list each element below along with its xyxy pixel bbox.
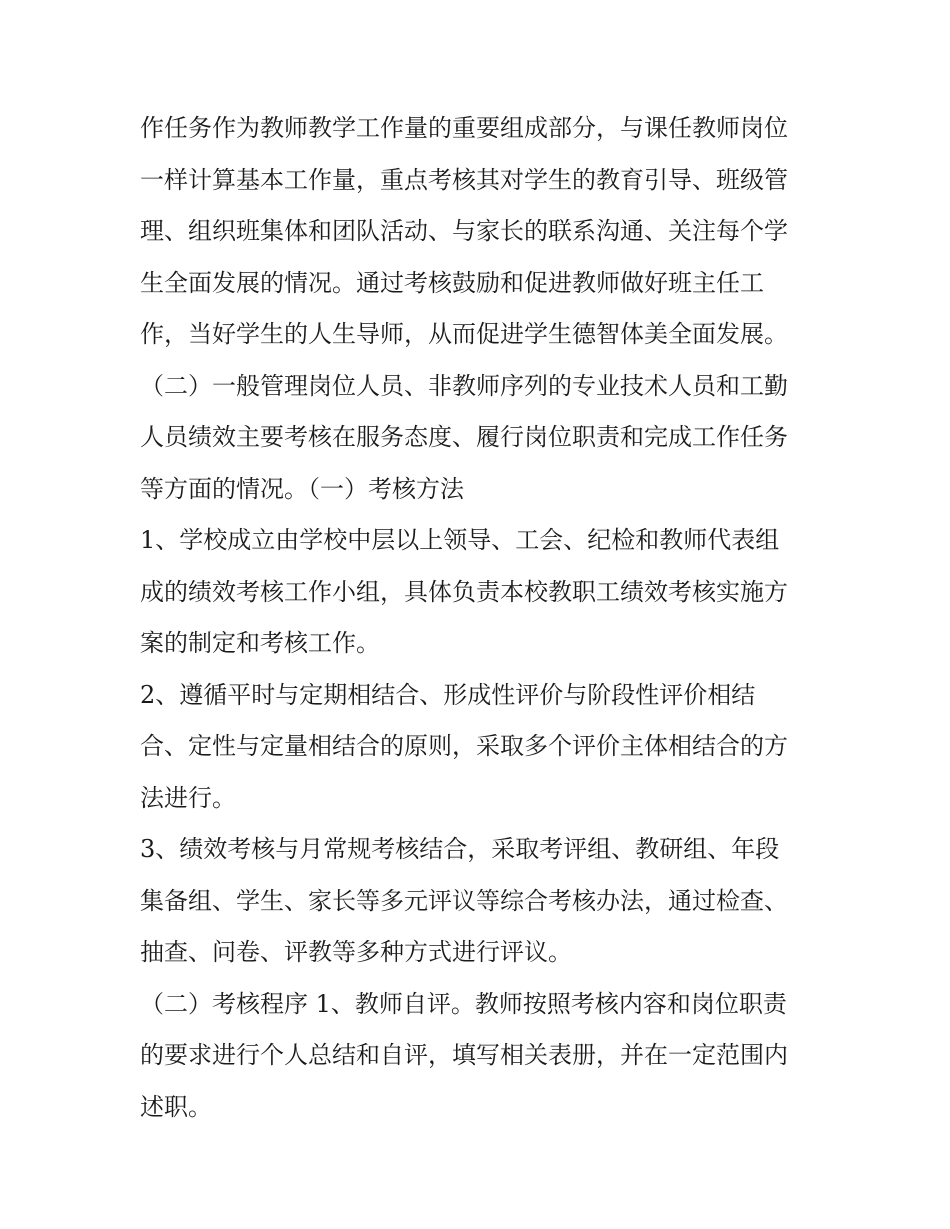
text-line: （二）一般管理岗位人员、非教师序列的专业技术人员和工勤 <box>140 372 788 400</box>
text-line: 3、绩效考核与月常规考核结合，采取考评组、教研组、年段 <box>140 835 780 863</box>
text-line: 案的制定和考核工作。 <box>140 629 380 657</box>
text-line: 作，当好学生的人生导师，从而促进学生德智体美全面发展。 <box>140 320 788 348</box>
text-line: 成的绩效考核工作小组，具体负责本校教职工绩效考核实施方 <box>140 578 788 606</box>
text-line: 合、定性与定量相结合的原则，采取多个评价主体相结合的方 <box>140 732 788 760</box>
text-line: 集备组、学生、家长等多元评议等综合考核办法，通过检查、 <box>140 887 788 915</box>
text-line: 1、学校成立由学校中层以上领导、工会、纪检和教师代表组 <box>140 526 780 554</box>
text-line: 理、组织班集体和团队活动、与家长的联系沟通、关注每个学 <box>140 217 788 245</box>
text-line: 一样计算基本工作量，重点考核其对学生的教育引导、班级管 <box>140 166 788 194</box>
text-line: 等方面的情况。（一）考核方法 <box>140 475 464 503</box>
text-line: 生全面发展的情况。通过考核鼓励和促进教师做好班主任工 <box>140 269 764 297</box>
text-line: （二）考核程序 1、教师自评。教师按照考核内容和岗位职责 <box>140 990 787 1018</box>
text-line: 法进行。 <box>140 784 236 812</box>
text-line: 作任务作为教师教学工作量的重要组成部分，与课任教师岗位 <box>140 114 788 142</box>
text-line: 人员绩效主要考核在服务态度、履行岗位职责和完成工作任务 <box>140 423 788 451</box>
text-line: 抽查、问卷、评教等多种方式进行评议。 <box>140 938 572 966</box>
text-line: 述职。 <box>140 1093 212 1121</box>
text-line: 的要求进行个人总结和自评，填写相关表册，并在一定范围内 <box>140 1041 788 1069</box>
text-line: 2、遵循平时与定期相结合、形成性评价与阶段性评价相结 <box>140 681 756 709</box>
